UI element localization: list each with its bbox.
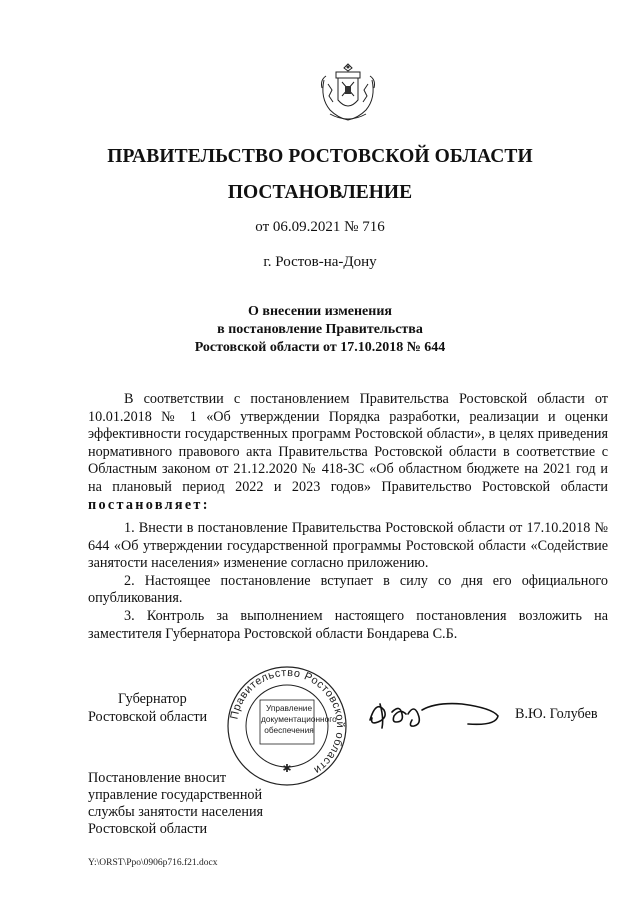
resolves-word: постановляет: [88,496,210,513]
file-path: Y:\ORST\Ppo\0906p716.f21.docx [88,858,218,868]
submitted-by [88,770,263,838]
document-subject [0,303,640,357]
resolution-item: 1. Внести в постановление Правительства Ростовской области от 17.10.2018 № 644 «Об утверждении государственной программы Ростовской области «Содействие занятости населения» изменение согласно приложению. [88,520,608,572]
subject-line: Ростовской области от 17.10.2018 № 644 [194,340,446,355]
resolution-item: 2. Настоящее постановление вступает в силу со дня его официального опубликования. [88,572,608,607]
preamble-paragraph [88,391,608,514]
subject-line: О внесении изменения [248,304,392,319]
signatory-position-line: Губернатор [118,691,187,707]
seal-star-icon: ✱ [282,763,292,775]
seal-inner-text [261,703,337,736]
seal-inner-line: обеспечения [264,725,314,735]
submitted-by-line: Постановление вносит [88,770,227,786]
seal-inner-line: Управление [265,703,313,713]
resolution-items [88,520,608,643]
submitted-by-line: Ростовской области [88,821,208,837]
signatory-position-line: Ростовской области [88,709,208,725]
seal-ring-text: Правительство Ростовской области [228,666,347,777]
submitted-by-line: управление государственной [88,787,263,803]
preamble-text: В соответствии с постановлением Правительства Ростовской области от 10.01.2018 № 1 «Об утверждении Порядка разработки, реализации и оценки эффективности государственных программ Ростовской области», в целях приведения нормативного правового акта Правительства Ростовской области в соответствие с Областным законом от 21.12.2020 № 418-ЗС «Об областном бюджете на 2021 год и на плановый период 2022 и 2023 годов» Правительство Ростовской области [88,391,608,495]
resolution-item: 3. Контроль за выполнением настоящего постановления возложить на заместителя Губернатора Ростовской области Бондарева С.Б. [88,607,608,642]
organization-title: ПРАВИТЕЛЬСТВО РОСТОВСКОЙ ОБЛАСТИ [107,146,533,167]
submitted-by-line: службы занятости населения [88,804,264,820]
signatory-name: В.Ю. Голубев [515,706,598,722]
document-date-number: от 06.09.2021 № 716 [255,219,385,235]
handwritten-signature [362,690,502,736]
signatory-position [88,690,207,726]
document-type: ПОСТАНОВЛЕНИЕ [227,182,413,203]
seal-inner-line: документационного [261,714,337,724]
coat-of-arms-icon [316,58,380,124]
subject-line: в постановление Правительства [217,322,423,337]
document-city: г. Ростов-на-Дону [263,254,377,270]
